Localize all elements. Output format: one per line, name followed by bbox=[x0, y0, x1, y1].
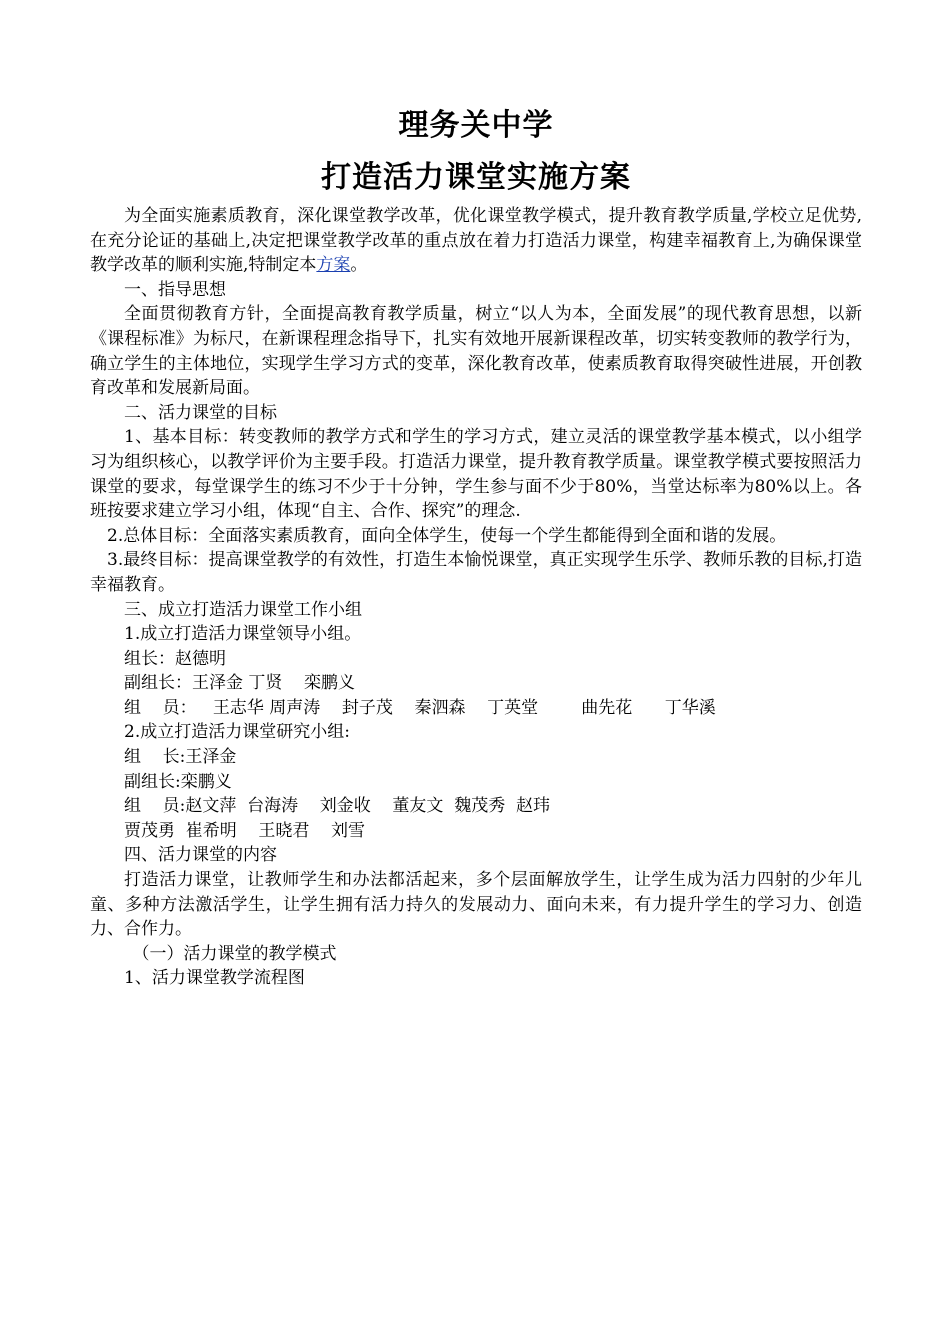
research-deputy: 副组长:栾鹏义 bbox=[124, 771, 232, 792]
section-heading-4: 四、活力课堂的内容 bbox=[124, 845, 277, 866]
leadership-leader: 组长：赵德明 bbox=[124, 648, 226, 669]
guiding-thought-paragraph: 全面贯彻教育方针，全面提高教育教学质量，树立“以人为本，全面发展”的现代教育思想，以新《课程标准》为标尺，在新课程理念指导下，扎实有效地开展新课程改革，切实转变教师的教学行为，确立学生的主体地位，实现学生学习方式的变革，深化教育改革，使素质教育取得突破性进展，开创教育改革和发展新局面。 bbox=[90, 304, 862, 399]
intro-end: 。 bbox=[350, 255, 368, 276]
basic-goal-paragraph: 1、基本目标：转变教师的教学方式和学生的学习方式，建立灵活的课堂教学基本模式，以小组学习为组织核心，以教学评价为主要手段。打造活力课堂，提升教育教学质量。课堂教学模式要按照活力课堂的要求，每堂课学生的练习不少于十分钟，学生参与面不少于80%，当堂达标率为80%以上。各班按要求建立学习小组，体现“自主、合作、探究”的理念. bbox=[90, 427, 862, 522]
section-heading-3: 三、成立打造活力课堂工作小组 bbox=[124, 599, 362, 620]
plan-link[interactable]: 方案 bbox=[316, 255, 351, 276]
leadership-group-title: 1.成立打造活力课堂领导小组。 bbox=[124, 624, 362, 645]
subsection-heading-1: （一）活力课堂的教学模式 bbox=[132, 943, 337, 964]
overall-goal-paragraph: 2.总体目标：全面落实素质教育，面向全体学生，使每一个学生都能得到全面和谐的发展。 bbox=[107, 525, 787, 546]
document-title: 打造活力课堂实施方案 bbox=[321, 160, 631, 195]
research-group-title: 2.成立打造活力课堂研究小组: bbox=[124, 722, 350, 743]
school-name: 理务关中学 bbox=[398, 108, 554, 143]
leadership-deputy: 副组长：王泽金 丁贤 栾鹏义 bbox=[124, 673, 356, 694]
intro-text: 为全面实施素质教育，深化课堂教学改革，优化课堂教学模式，提升教育教学质量,学校立足优势,在充分论证的基础上,决定把课堂教学改革的重点放在着力打造活力课堂，构建幸福教育上,为确保课堂教学改革的顺利实施,特制定本 bbox=[90, 206, 862, 276]
research-members: 组 员:赵文萍 台海涛 刘金收 董友文 魏茂秀 赵玮 bbox=[124, 796, 550, 817]
research-members-continued: 贾茂勇 崔希明 王晓君 刘雪 bbox=[124, 820, 366, 841]
final-goal-paragraph: 3.最终目标：提高课堂教学的有效性，打造生本愉悦课堂，真正实现学生乐学、教师乐教的目标,打造幸福教育。 bbox=[90, 550, 862, 595]
document-page bbox=[90, 100, 862, 991]
document-body bbox=[90, 204, 862, 991]
research-leader: 组 长:王泽金 bbox=[124, 747, 237, 768]
content-paragraph: 打造活力课堂，让教师学生和办法都活起来，多个层面解放学生，让学生成为活力四射的少年儿童、多种方法激活学生，让学生拥有活力持久的发展动力、面向未来，有力提升学生的学习力、创造力、合作力。 bbox=[90, 870, 862, 940]
intro-paragraph bbox=[90, 204, 862, 278]
leadership-members: 组 员： 王志华 周声涛 封子茂 秦泗森 丁英堂 曲先花 丁华溪 bbox=[124, 697, 716, 718]
section-heading-1: 一、指导思想 bbox=[124, 279, 226, 300]
section-heading-2: 二、活力课堂的目标 bbox=[124, 402, 277, 423]
flowchart-item: 1、活力课堂教学流程图 bbox=[124, 968, 305, 989]
